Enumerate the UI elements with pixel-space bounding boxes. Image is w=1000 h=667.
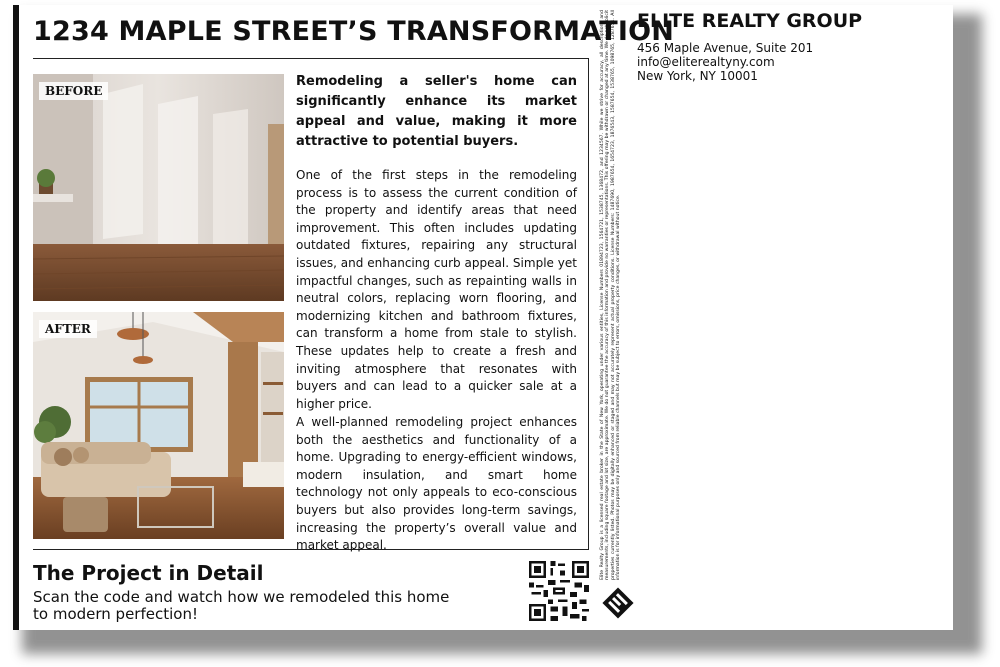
company-name: ELITE REALTY GROUP xyxy=(637,10,863,32)
address-line-1: 456 Maple Avenue, Suite 201 xyxy=(637,41,814,55)
divider-top xyxy=(33,58,589,59)
qr-code-icon[interactable] xyxy=(529,561,589,621)
elite-realty-logo-icon xyxy=(601,586,635,620)
email-address[interactable]: info@eliterealtyny.com xyxy=(637,55,775,69)
body-paragraph-1: One of the first steps in the remodeling process is to assess the current condition of the property and identify areas that need improvement. This often includes updating outdated fixtures, repairing any structural issues, and enhancing curb appeal. Simple yet impactful changes, such as repainting walls in neutral colors, replacing worn flooring, and modernizing kitchen and bathroom fixtures, can transform a home from stale to stylish. These updates help to create a fresh and inviting atmosphere that resonates with buyers and can lead to a quicker sale at a higher price. xyxy=(296,168,577,411)
legal-disclaimer: Elite Realty Group is a licensed real estate broker in the State of New York, operating under various entities, License Numbers 01894723, 1564721, 1538745, 1368472, and 1234567. While we strive for accuracy, all descriptions and measurements, including square footage and lot size, are approximate. We do not guarantee the accuracy of this information and provide no warranties or representations. This offering may be withdrawn or changed at any time. We do not solicit properties currently listed. Photos may be digitally enhanced or staged and may not accurately represent actual property conditions. License Numbers: 1487690, 1987654, 1654723, 1876543, 1587654, 1538765, 1098765, 1287654. All information is for informational purposes only and sourced from reliable channels but may be subject to errors, omissions, price changes, or withdrawal without notice. xyxy=(600,10,622,580)
address-line-2: New York, NY 10001 xyxy=(637,69,758,83)
project-detail-text: Scan the code and watch how we remodeled this home to modern perfection! xyxy=(33,588,450,623)
company-contact xyxy=(637,41,813,83)
left-accent-bar xyxy=(13,5,19,630)
after-room-image xyxy=(33,312,284,539)
body-paragraph-2: A well-planned remodeling project enhances both the aesthetics and functionality of a home. Upgrading to energy-efficient windows, modern insulation, and smart home technology not only appeals to eco-conscious buyers but also provides long-term savings, increasing the property’s overall value and market appeal. xyxy=(296,415,577,553)
before-room-image xyxy=(33,74,284,301)
before-label: BEFORE xyxy=(39,82,108,100)
project-detail-heading: The Project in Detail xyxy=(33,561,264,585)
divider-right xyxy=(588,58,589,550)
intro-lead: Remodeling a seller's home can significantly enhance its market appeal and value, making it more attractive to potential buyers. xyxy=(296,74,577,149)
after-label: AFTER xyxy=(39,320,97,338)
page-title: 1234 MAPLE STREET’S TRANSFORMATION xyxy=(33,16,675,47)
after-photo xyxy=(33,312,284,539)
before-photo xyxy=(33,74,284,301)
